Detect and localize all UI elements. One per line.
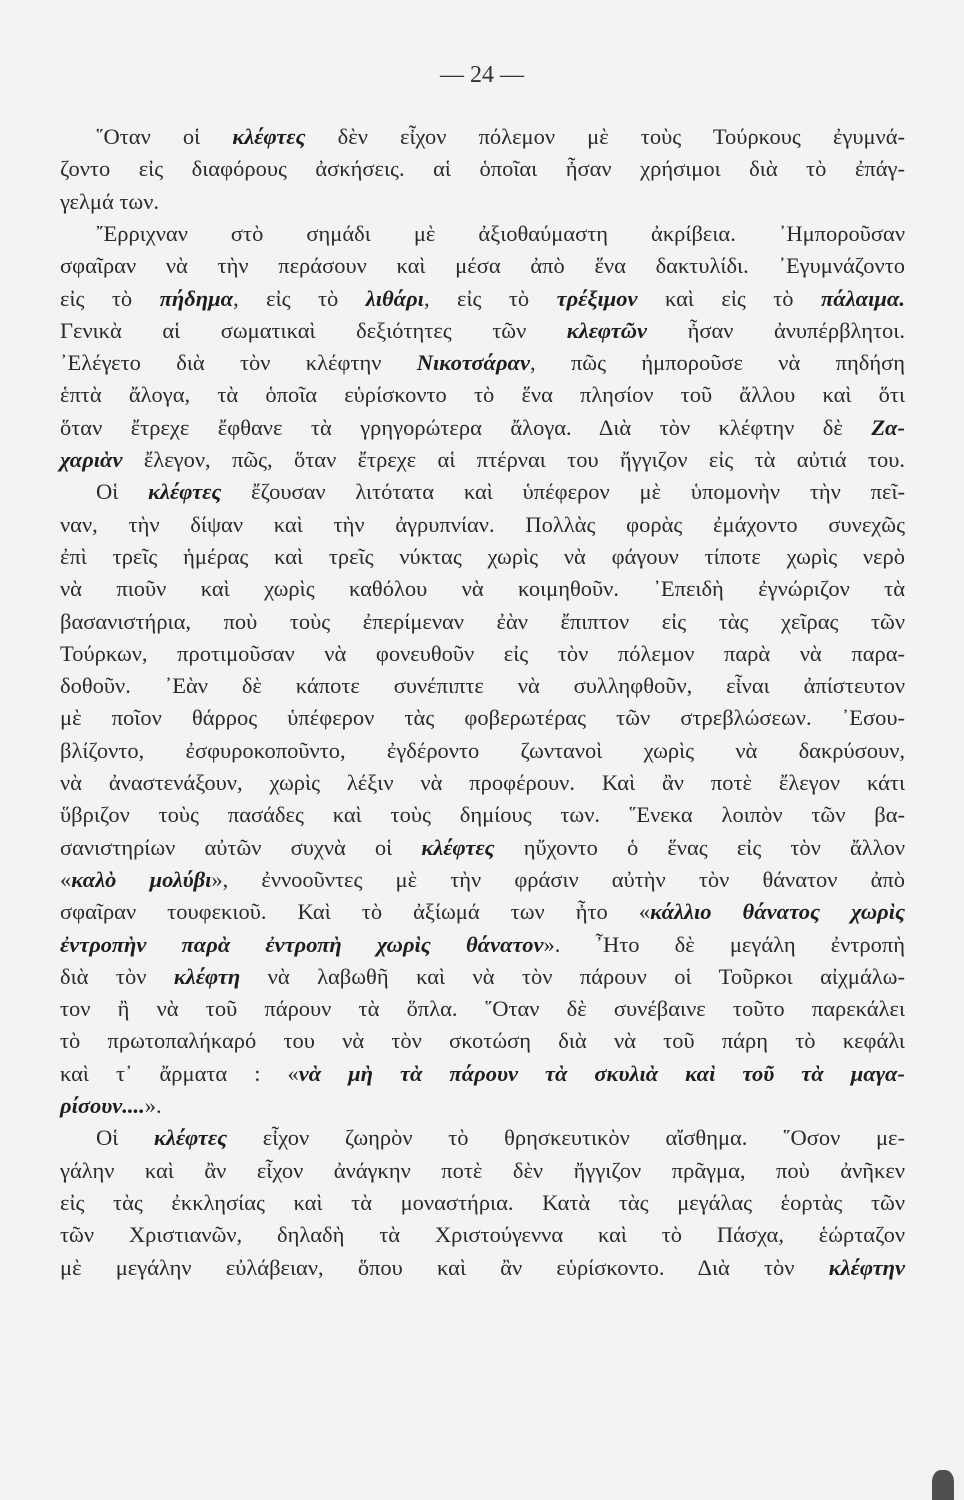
emphasized-term: κλέφτη	[173, 963, 241, 989]
text-line	[96, 477, 905, 507]
text-line	[60, 1156, 905, 1186]
emphasized-term: κλέφτες	[421, 834, 495, 860]
emphasized-term: κλέφτες	[153, 1125, 228, 1151]
text-span: ναν, τὴν δίψαν καὶ τὴν ἀγρυπνίαν. Πολλὰς φορὰς ἐμάχοντο συνεχῶς	[60, 511, 905, 537]
text-span: βλίζοντο, ἐσφυροκοποῦντο, ἐγδέροντο ζωντανοὶ χωρὶς νὰ δακρύσουν,	[60, 737, 905, 763]
text-span: σανιστηρίων αὐτῶν συχνὰ οἱ	[60, 834, 422, 860]
text-span: ».	[144, 1093, 162, 1118]
text-span: «	[60, 866, 72, 892]
text-span: Τούρκων, προτιμοῦσαν νὰ φονευθοῦν εἰς τὸν πόλεμον παρὰ νὰ παρα-	[60, 640, 905, 666]
emphasized-term: κλέφτες	[148, 479, 222, 505]
text-span: γελμά των.	[60, 188, 160, 214]
text-line	[60, 574, 905, 604]
page-number: — 24 —	[440, 62, 524, 88]
text-line	[60, 316, 905, 346]
text-span: ηὔχοντο ὁ ἕνας εἰς τὸν ἄλλον	[494, 834, 905, 860]
text-span: , εἰς τὸ	[233, 285, 366, 311]
text-line	[60, 284, 905, 314]
emphasized-term: κλέφτες	[232, 124, 306, 149]
text-span: Οἱ	[96, 1125, 154, 1151]
text-line	[60, 607, 905, 637]
text-span: ἑπτὰ ἄλογα, τὰ ὁποῖα εὑρίσκοντο τὸ ἕνα πλησίον τοῦ ἄλλου καὶ ὅτι	[60, 382, 905, 408]
emphasized-term: λιθάρι	[365, 285, 424, 311]
text-line	[60, 348, 905, 378]
emphasized-term: κάλλιο θάνατος χωρὶς	[650, 899, 905, 925]
text-line	[60, 930, 905, 960]
text-span: δοθοῦν. ᾿Εὰν δὲ κάποτε συνέπιπτε νὰ συλληφθοῦν, εἶναι ἀπίστευτον	[60, 673, 905, 699]
text-span: δὲν εἶχον πόλεμον μὲ τοὺς Τούρκους ἐγυμνά-	[305, 124, 905, 149]
text-span: ἐπὶ τρεῖς ἡμέρας καὶ τρεῖς νύκτας χωρὶς νὰ φάγουν τίποτε χωρὶς νερὸ	[60, 543, 905, 569]
emphasized-term: ἐντροπὴν παρὰ ἐντροπὴ χωρὶς θάνατον	[60, 931, 544, 957]
text-line	[60, 1091, 905, 1121]
text-span: τῶν Χριστιανῶν, δηλαδὴ τὰ Χριστούγεννα καὶ τὸ Πάσχα, ἑώρταζον	[60, 1222, 905, 1248]
text-span: διὰ τὸν	[60, 963, 174, 989]
text-span: », ἐννοοῦντες μὲ τὴν φράσιν αὐτὴν τὸν θάνατον ἀπὸ	[211, 866, 905, 892]
emphasized-term: καλὸ μολύβι	[71, 866, 212, 892]
text-line	[96, 219, 905, 249]
text-span: σφαῖραν τουφεκιοῦ. Καὶ τὸ ἀξίωμά των ἦτο «	[60, 899, 651, 925]
emphasized-term: Νικοτσάραν	[416, 350, 530, 376]
text-line	[60, 251, 905, 281]
text-span: ἔζουσαν λιτότατα καὶ ὑπέφερον μὲ ὑπομονὴν τὴν πεῖ-	[221, 479, 905, 505]
text-line	[60, 768, 905, 798]
text-span: σφαῖραν νὰ τὴν περάσουν καὶ μέσα ἀπὸ ἕνα δακτυλίδι. ᾿Εγυμνάζοντο	[60, 253, 905, 279]
text-span: γάλην καὶ ἂν εἶχον ἀνάγκην ποτὲ δὲν ἤγγιζον πρᾶγμα, ποὺ ἀνῆκεν	[60, 1157, 905, 1183]
text-span: βασανιστήρια, ποὺ τοὺς ἐπερίμεναν ἐὰν ἔπιπτον εἰς τὰς χεῖρας τῶν	[60, 608, 905, 634]
text-span: ᾿Ελέγετο διὰ τὸν κλέφτην	[60, 350, 417, 376]
text-span: ζοντο εἰς διαφόρους ἀσκήσεις. αἱ ὁποῖαι ἦσαν χρήσιμοι διὰ τὸ ἐπάγ-	[60, 156, 905, 182]
text-span: ὅταν ἔτρεχε ἔφθανε τὰ γρηγορώτερα ἄλογα. Διὰ τὸν κλέφτην δὲ	[60, 414, 872, 440]
emphasized-term: τρέξιμον	[556, 285, 638, 311]
text-span: καὶ εἰς τὸ	[637, 285, 821, 311]
text-span: ». ῏Ητο δὲ μεγάλη ἐντροπὴ	[543, 931, 906, 957]
text-line	[96, 122, 905, 152]
text-line	[60, 187, 905, 217]
text-span: ὕβριζον τοὺς πασάδες καὶ τοὺς δημίους των. ῞Ενεκα λοιπὸν τῶν βα-	[60, 802, 905, 828]
text-span: νὰ πιοῦν καὶ χωρὶς καθόλου νὰ κοιμηθοῦν. ᾿Επειδὴ ἐγνώριζον τὰ	[60, 576, 905, 602]
text-span: , εἰς τὸ	[423, 285, 557, 311]
text-line	[96, 1123, 905, 1153]
text-line	[60, 154, 905, 184]
scan-artifact	[932, 1470, 954, 1500]
text-span: τον ἢ νὰ τοῦ πάρουν τὰ ὅπλα. ῞Οταν δὲ συνέβαινε τοῦτο παρεκάλει	[60, 996, 905, 1022]
text-line	[60, 413, 905, 443]
text-line	[60, 510, 905, 540]
text-span: νὰ ἀναστενάξουν, χωρὶς λέξιν νὰ προφέρουν. Καὶ ἂν ποτὲ ἔλεγον κάτι	[60, 770, 905, 795]
emphasized-term: χαριὰν	[60, 447, 123, 472]
text-span: ἦσαν ἀνυπέρβλητοι.	[647, 317, 905, 343]
text-span: ῎Ερριχναν στὸ σημάδι μὲ ἀξιοθαύμαστη ἀκρίβεια. ᾿Ημποροῦσαν	[96, 220, 905, 246]
text-span: ῞Οταν οἱ	[96, 124, 233, 149]
text-line	[60, 865, 905, 895]
emphasized-term: πάλαιμα.	[820, 285, 905, 311]
text-span: μὲ μεγάλην εὐλάβειαν, ὅπου καὶ ἂν εὑρίσκοντο. Διὰ τὸν	[60, 1254, 829, 1280]
emphasized-term: νὰ μὴ τὰ πάρουν τὰ σκυλιὰ καὶ τοῦ τὰ μαγα-	[298, 1060, 905, 1086]
text-line	[60, 703, 905, 733]
text-span: , πῶς ἠμποροῦσε νὰ πηδήση	[529, 350, 905, 376]
text-span: Οἱ	[96, 479, 149, 505]
text-line	[60, 736, 905, 766]
text-line	[60, 994, 905, 1024]
text-line	[60, 1253, 905, 1283]
text-line	[60, 671, 905, 701]
text-span: εἰς τὸ	[60, 285, 160, 311]
text-line	[60, 445, 905, 475]
text-line	[60, 1188, 905, 1218]
text-line	[60, 639, 905, 669]
text-span: μὲ ποῖον θάρρος ὑπέφερον τὰς φοβερωτέρας τῶν στρεβλώσεων. ᾿Εσου-	[60, 705, 905, 731]
text-span: εἶχον ζωηρὸν τὸ θρησκευτικὸν αἴσθημα. ῞Οσον με-	[227, 1125, 905, 1151]
text-line	[60, 542, 905, 572]
text-span: καὶ τ᾽ ἄρματα : «	[60, 1060, 299, 1086]
text-line	[60, 380, 905, 410]
emphasized-term: Ζα-	[871, 414, 905, 440]
text-line	[60, 1220, 905, 1250]
emphasized-term: πήδημα	[159, 285, 234, 311]
text-line	[60, 962, 905, 992]
text-span: Γενικὰ αἱ σωματικαὶ δεξιότητες τῶν	[60, 317, 567, 343]
text-line	[60, 1026, 905, 1056]
text-line	[60, 833, 905, 863]
text-span: εἰς τὰς ἐκκλησίας καὶ τὰ μοναστήρια. Κατὰ τὰς μεγάλας ἑορτὰς τῶν	[60, 1189, 905, 1215]
text-span: τὸ πρωτοπαλήκαρό του νὰ τὸν σκοτώση διὰ νὰ τοῦ πάρη τὸ κεφάλι	[60, 1028, 905, 1054]
emphasized-term: κλέφτην	[828, 1254, 905, 1280]
text-line	[60, 800, 905, 830]
text-span: ἔλεγον, πῶς, ὅταν ἔτρεχε αἱ πτέρναι του ἤγγιζον εἰς τὰ αὐτιά του.	[122, 447, 905, 472]
emphasized-term: ρίσουν....	[60, 1093, 145, 1118]
emphasized-term: κλεφτῶν	[566, 317, 648, 343]
text-span: νὰ λαβωθῆ καὶ νὰ τὸν πάρουν οἱ Τοῦρκοι αἰχμάλω-	[240, 963, 905, 989]
text-line	[60, 897, 905, 927]
text-line	[60, 1059, 905, 1089]
